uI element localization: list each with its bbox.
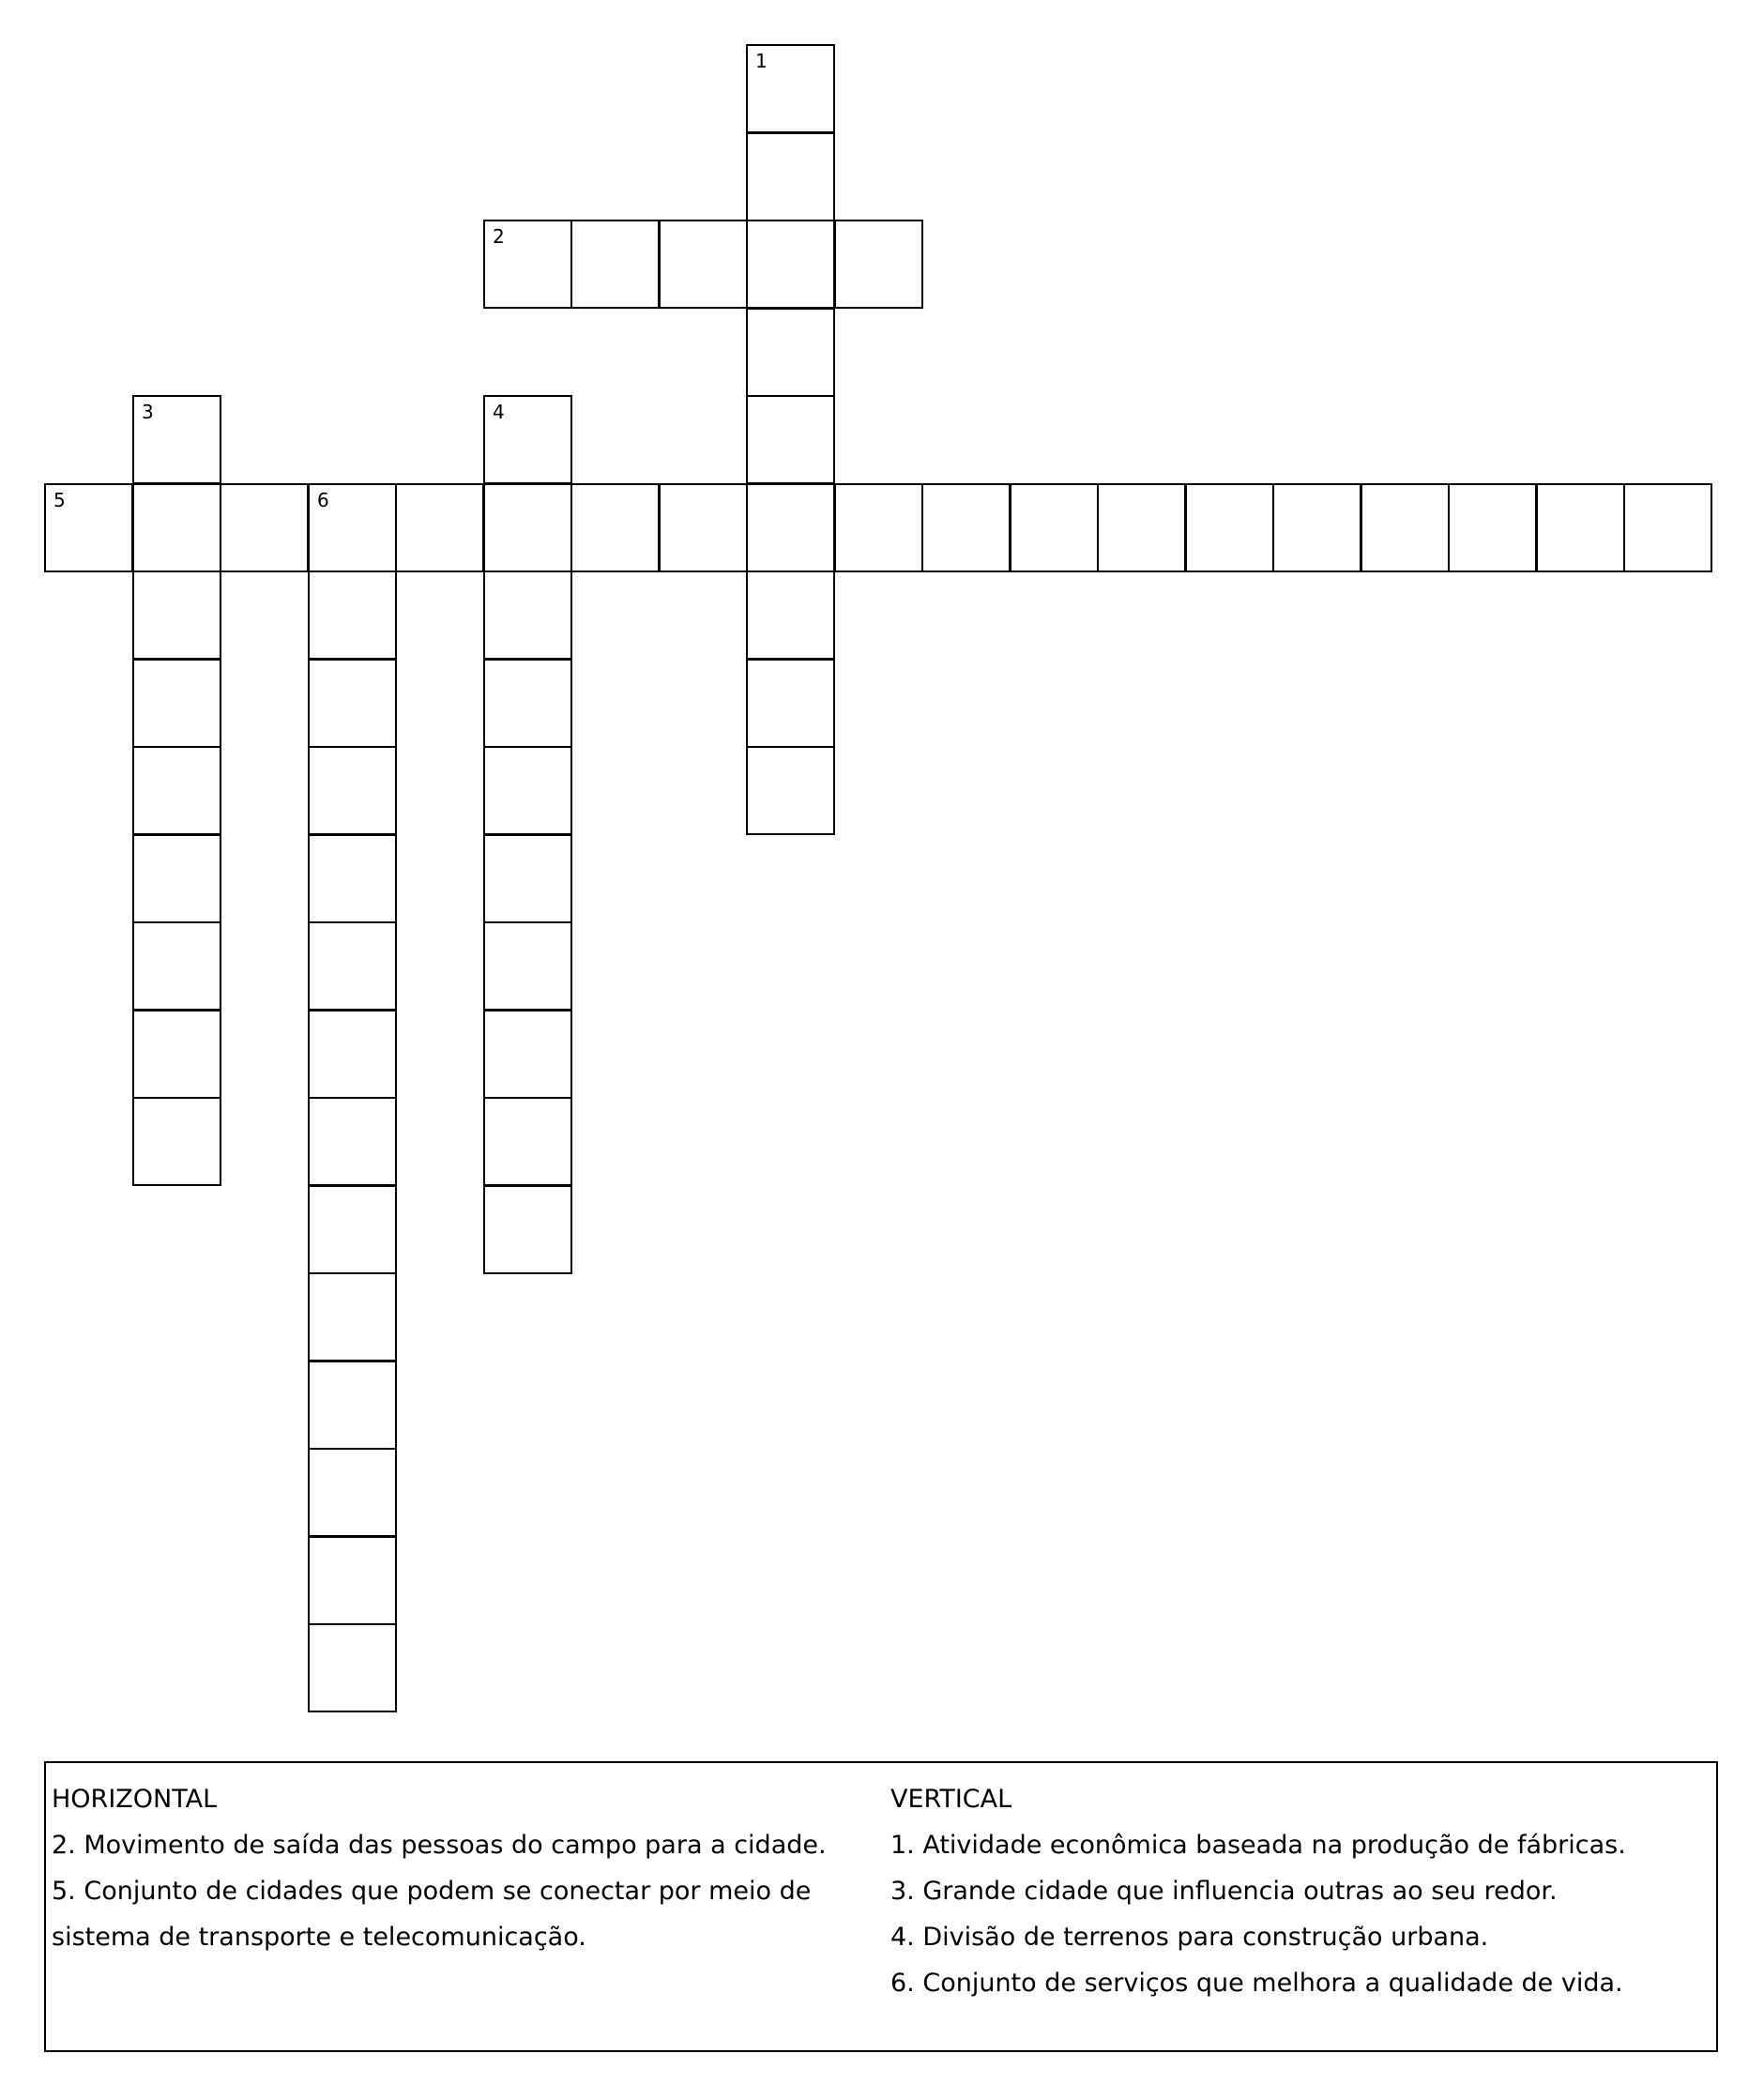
crossword-cell[interactable] [834, 483, 923, 572]
horizontal-clues [52, 1776, 868, 1960]
clues-box [44, 1761, 1718, 2052]
crossword-cell[interactable] [483, 570, 572, 660]
crossword-cell[interactable] [1010, 483, 1099, 572]
crossword-cell[interactable] [834, 220, 923, 309]
clue-number: 5 [53, 489, 66, 511]
crossword-cell[interactable] [483, 1097, 572, 1186]
crossword-cell[interactable] [483, 1010, 572, 1099]
clue-number: 6 [317, 489, 329, 511]
crossword-cell[interactable] [746, 395, 835, 484]
crossword-cell[interactable] [132, 1010, 221, 1099]
crossword-cell[interactable] [483, 834, 572, 923]
crossword-cell[interactable] [308, 746, 397, 835]
clue-number: 4 [493, 401, 505, 423]
crossword-cell[interactable] [570, 483, 660, 572]
crossword-cell[interactable] [132, 659, 221, 748]
crossword-cell[interactable] [746, 659, 835, 748]
crossword-cell[interactable] [308, 1010, 397, 1099]
crossword-cell[interactable] [746, 308, 835, 397]
crossword-cell[interactable] [746, 132, 835, 221]
crossword-cell[interactable] [1448, 483, 1537, 572]
crossword-cell[interactable] [746, 220, 835, 309]
crossword-cell[interactable] [308, 1448, 397, 1537]
crossword-cell[interactable] [308, 1623, 397, 1712]
crossword-cell[interactable] [483, 483, 572, 572]
crossword-cell[interactable] [483, 746, 572, 835]
crossword-cell[interactable] [659, 220, 748, 309]
horizontal-heading: HORIZONTAL [52, 1785, 218, 1814]
clue-number: 1 [755, 50, 768, 72]
crossword-cell[interactable] [746, 44, 835, 133]
clue-number: 3 [142, 401, 154, 423]
clue-5-continued: sistema de transporte e telecomunicação. [52, 1923, 586, 1952]
crossword-cell[interactable] [1272, 483, 1361, 572]
crossword-cell[interactable] [483, 1185, 572, 1274]
crossword-cell[interactable] [132, 746, 221, 835]
vertical-heading: VERTICAL [890, 1785, 1012, 1814]
crossword-cell[interactable] [308, 1185, 397, 1274]
crossword-cell[interactable] [921, 483, 1011, 572]
crossword-cell[interactable] [483, 659, 572, 748]
crossword-cell[interactable] [746, 746, 835, 835]
crossword-cell[interactable] [132, 921, 221, 1011]
crossword-cell[interactable] [308, 1536, 397, 1625]
crossword-cell[interactable] [308, 570, 397, 660]
crossword-cell[interactable] [308, 483, 397, 572]
crossword-cell[interactable] [132, 834, 221, 923]
clue-2: 2. Movimento de saída das pessoas do campo para a cidade. [52, 1831, 827, 1860]
crossword-cell[interactable] [132, 483, 221, 572]
clue-1: 1. Atividade econômica baseada na produção de fábricas. [890, 1831, 1626, 1860]
crossword-cell[interactable] [1361, 483, 1450, 572]
crossword-cell[interactable] [132, 1097, 221, 1186]
clue-4: 4. Divisão de terrenos para construção urbana. [890, 1923, 1489, 1952]
clue-6: 6. Conjunto de serviços que melhora a qualidade de vida. [890, 1969, 1623, 1998]
crossword-cell[interactable] [483, 395, 572, 484]
crossword-cell[interactable] [746, 483, 835, 572]
vertical-clues [890, 1776, 1707, 2006]
crossword-cell[interactable] [1623, 483, 1712, 572]
crossword-cell[interactable] [308, 1097, 397, 1186]
crossword-cell[interactable] [132, 570, 221, 660]
crossword-cell[interactable] [1097, 483, 1186, 572]
crossword-cell[interactable] [308, 834, 397, 923]
crossword-cell[interactable] [308, 1272, 397, 1361]
crossword-cell[interactable] [44, 483, 133, 572]
clue-number: 2 [493, 225, 505, 248]
crossword-cell[interactable] [308, 1361, 397, 1450]
crossword-cell[interactable] [1185, 483, 1274, 572]
clue-5: 5. Conjunto de cidades que podem se conectar por meio de [52, 1877, 812, 1906]
crossword-cell[interactable] [483, 921, 572, 1011]
crossword-cell[interactable] [132, 395, 221, 484]
crossword-cell[interactable] [308, 921, 397, 1011]
crossword-cell[interactable] [395, 483, 484, 572]
clue-3: 3. Grande cidade que influencia outras ao seu redor. [890, 1877, 1558, 1906]
crossword-cell[interactable] [220, 483, 309, 572]
crossword-cell[interactable] [659, 483, 748, 572]
crossword-cell[interactable] [746, 570, 835, 660]
crossword-cell[interactable] [308, 659, 397, 748]
crossword-cell[interactable] [1536, 483, 1625, 572]
crossword-cell[interactable] [570, 220, 660, 309]
crossword-cell[interactable] [483, 220, 572, 309]
